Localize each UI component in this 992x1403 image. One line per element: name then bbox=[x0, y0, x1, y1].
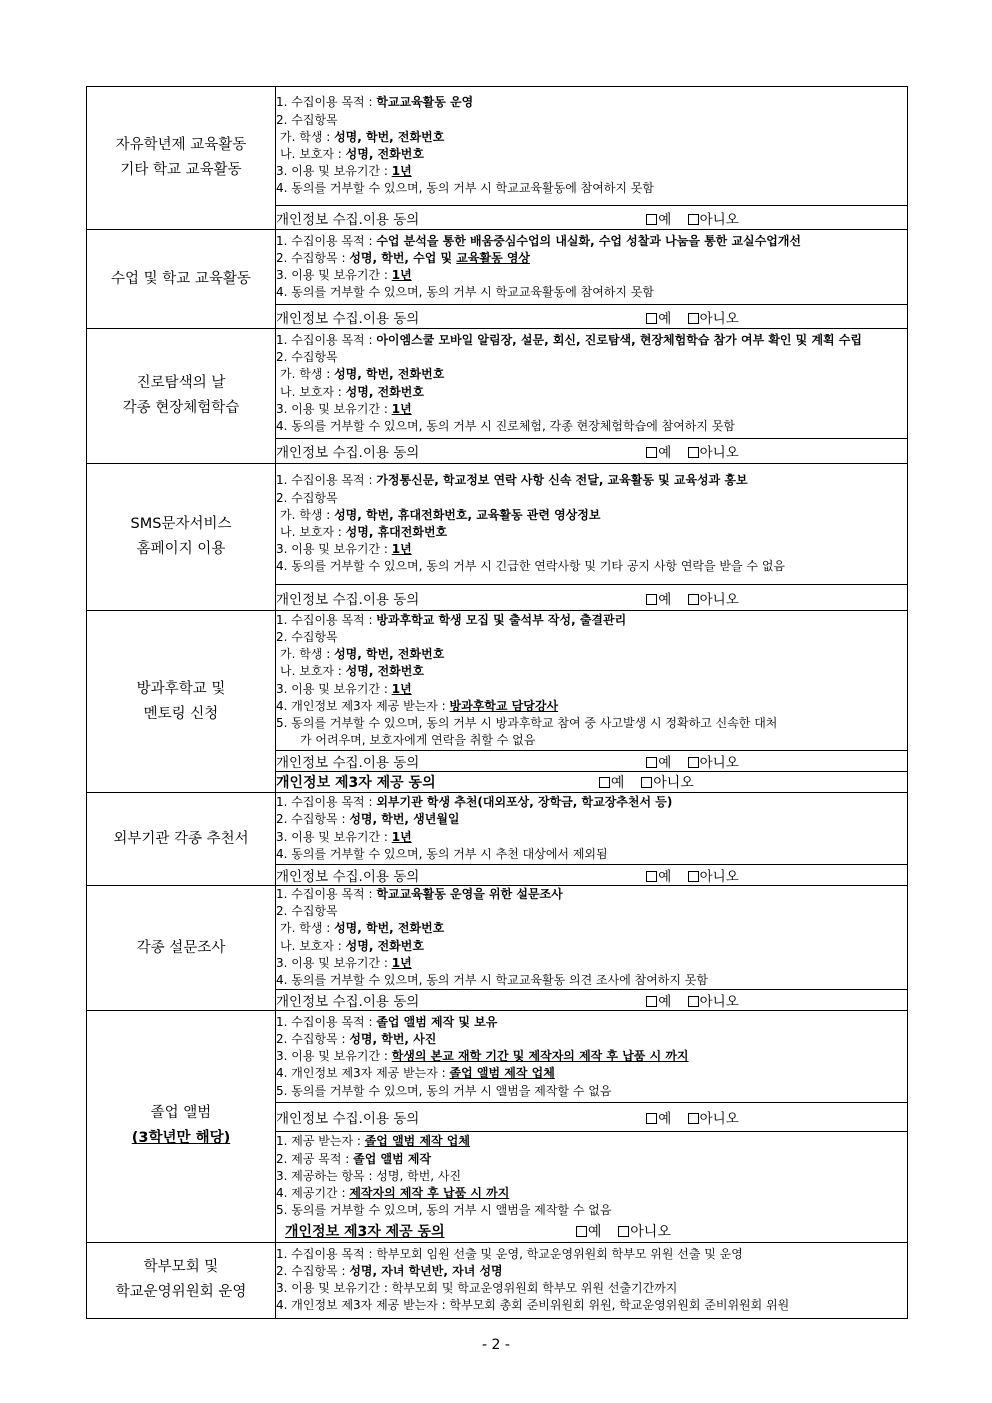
consent-row bbox=[276, 305, 908, 329]
consent-row bbox=[276, 206, 908, 230]
consent-label: 개인정보 수집.이용 동의 bbox=[276, 591, 420, 608]
category-label: SMS문자서비스 bbox=[130, 516, 232, 532]
checkbox-icon bbox=[688, 1113, 699, 1124]
no-checkbox[interactable]: 아니오 bbox=[688, 588, 739, 608]
category-label: 멘토링 신청 bbox=[143, 705, 219, 722]
consent-row bbox=[276, 865, 908, 886]
info-line: 가 어려우며, 보호자에게 연락을 취할 수 없음 bbox=[300, 733, 536, 748]
third-party-consent-row bbox=[276, 1221, 908, 1243]
info-cell bbox=[276, 611, 908, 751]
consent-label: 개인정보 수집.이용 동의 bbox=[276, 445, 420, 461]
info-line: 3. 이용 및 보유기간 : 1년 bbox=[276, 955, 412, 970]
category-cell bbox=[87, 886, 276, 1011]
info-line: 1. 제공 받는자 : 졸업 앨범 제작 업체 bbox=[276, 1134, 470, 1149]
no-checkbox[interactable]: 아니오 bbox=[688, 307, 739, 327]
yes-checkbox[interactable]: 예 bbox=[646, 307, 671, 327]
category-cell bbox=[87, 230, 276, 329]
info-cell bbox=[276, 1011, 908, 1103]
info-line: 3. 이용 및 보유기간 : 1년 bbox=[276, 401, 412, 416]
checkbox-icon bbox=[646, 594, 657, 605]
info-line: 1. 수집이용 목적 : 수업 분석을 통한 배움중심수업의 내실화, 수업 성찰과 나눔을 통한 교실수업개선 bbox=[276, 233, 802, 248]
info-line: 나. 보호자 : 성명, 전화번호 bbox=[280, 664, 424, 679]
info-line: 1. 수집이용 목적 : 외부기관 학생 추천(대외포상, 장학금, 학교장추천서 등) bbox=[276, 795, 673, 810]
checkbox-icon bbox=[618, 1226, 629, 1237]
category-cell bbox=[87, 793, 276, 886]
category-label: 자유학년제 교육활동 bbox=[115, 137, 247, 153]
category-cell bbox=[87, 611, 276, 793]
category-cell bbox=[87, 329, 276, 464]
category-label: 기타 학교 교육활동 bbox=[120, 162, 242, 178]
checkbox-icon bbox=[576, 1226, 587, 1237]
no-checkbox[interactable]: 아니오 bbox=[618, 1221, 671, 1241]
info-line: 가. 학생 : 성명, 학번, 휴대전화번호, 교육활동 관련 영상정보 bbox=[280, 507, 601, 522]
info-line: 1. 수집이용 목적 : 방과후학교 학생 모집 및 출석부 작성, 출결관리 bbox=[276, 612, 627, 627]
info-line: 5. 동의를 거부할 수 있으며, 동의 거부 시 방과후학교 참여 중 사고발생 시 정확하고 신속한 대처 bbox=[276, 715, 778, 730]
category-label: 진로탐색의 날 bbox=[136, 375, 226, 391]
info-line: 2. 수집항목 : 성명, 학번, 사진 bbox=[276, 1031, 437, 1046]
info-line: 4. 동의를 거부할 수 있으며, 동의 거부 시 학교교육활동 의견 조사에 참여하지 못함 bbox=[276, 973, 708, 988]
checkbox-icon bbox=[688, 447, 699, 458]
info-line: 3. 이용 및 보유기간 : 학부모회 및 학교운영위원회 학부모 위원 선출기간까지 bbox=[276, 1281, 678, 1296]
category-label: 수업 및 학교 교육활동 bbox=[111, 270, 251, 287]
info-line: 가. 학생 : 성명, 학번, 전화번호 bbox=[280, 921, 445, 936]
no-checkbox[interactable]: 아니오 bbox=[641, 772, 694, 792]
info-line: 1. 수집이용 목적 : 가정통신문, 학교정보 연락 사항 신속 전달, 교육활동 및 교육성과 홍보 bbox=[276, 473, 748, 488]
no-checkbox[interactable]: 아니오 bbox=[688, 1107, 739, 1127]
category-label: 각종 설문조사 bbox=[136, 939, 226, 956]
info-cell bbox=[276, 230, 908, 305]
checkbox-icon bbox=[646, 214, 657, 225]
consent-label: 개인정보 수집.이용 동의 bbox=[276, 1111, 420, 1128]
checkbox-icon bbox=[688, 594, 699, 605]
third-party-info-cell bbox=[276, 1132, 908, 1221]
checkbox-icon bbox=[688, 871, 699, 882]
info-line: 3. 이용 및 보유기간 : 학생의 본교 재학 기간 및 제작자의 제작 후 납품 시 까지 bbox=[276, 1049, 689, 1064]
info-line: 3. 제공하는 항목 : 성명, 학번, 사진 bbox=[276, 1168, 462, 1183]
checkbox-icon bbox=[646, 1113, 657, 1124]
info-line: 2. 수집항목 : 성명, 학번, 생년월일 bbox=[276, 812, 460, 827]
info-cell bbox=[276, 793, 908, 865]
checkbox-icon bbox=[646, 757, 657, 768]
consent-label: 개인정보 수집.이용 동의 bbox=[276, 211, 420, 228]
category-label: 학교운영위원회 운영 bbox=[115, 1284, 247, 1301]
category-label: 방과후학교 및 bbox=[136, 680, 226, 697]
info-line: 4. 동의를 거부할 수 있으며, 동의 거부 시 학교교육활동에 참여하지 못함 bbox=[276, 181, 654, 196]
no-checkbox[interactable]: 아니오 bbox=[688, 751, 739, 771]
category-label: (3학년만 해당) bbox=[131, 1130, 231, 1147]
consent-row bbox=[276, 439, 908, 464]
category-label: 학부모회 및 bbox=[143, 1259, 219, 1276]
info-line: 4. 동의를 거부할 수 있으며, 동의 거부 시 학교교육활동에 참여하지 못함 bbox=[276, 285, 654, 300]
info-cell bbox=[276, 1242, 908, 1318]
info-cell bbox=[276, 329, 908, 439]
info-line: 5. 동의를 거부할 수 있으며, 동의 거부 시 앨범을 제작할 수 없음 bbox=[276, 1083, 612, 1098]
info-line: 가. 학생 : 성명, 학번, 전화번호 bbox=[280, 367, 445, 382]
category-cell bbox=[87, 1242, 276, 1318]
info-line: 3. 이용 및 보유기간 : 1년 bbox=[276, 164, 412, 179]
info-line: 나. 보호자 : 성명, 전화번호 bbox=[280, 938, 424, 953]
info-line: 1. 수집이용 목적 : 졸업 앨범 제작 및 보유 bbox=[276, 1014, 498, 1029]
info-line: 1. 수집이용 목적 : 학교교육활동 운영 bbox=[276, 95, 474, 110]
info-line: 2. 수집항목 bbox=[276, 350, 338, 365]
category-cell bbox=[87, 464, 276, 611]
info-line: 4. 동의를 거부할 수 있으며, 동의 거부 시 긴급한 연락사항 및 기타 공지 사항 연락을 받을 수 없음 bbox=[276, 559, 786, 574]
info-line: 1. 수집이용 목적 : 아이엠스쿨 모바일 알림장, 설문, 회신, 진로탐색, 현장체험학습 참가 여부 확인 및 계획 수립 bbox=[276, 332, 862, 347]
no-checkbox[interactable]: 아니오 bbox=[688, 441, 739, 461]
consent-form-table bbox=[86, 86, 908, 1319]
info-line: 4. 개인정보 제3자 제공 받는자 : 졸업 앨범 제작 업체 bbox=[276, 1066, 555, 1081]
info-line: 3. 이용 및 보유기간 : 1년 bbox=[276, 681, 412, 696]
info-line: 3. 이용 및 보유기간 : 1년 bbox=[276, 829, 412, 844]
consent-label: 개인정보 수집.이용 동의 bbox=[276, 869, 420, 885]
checkbox-icon bbox=[646, 313, 657, 324]
category-cell bbox=[87, 87, 276, 230]
info-line: 가. 학생 : 성명, 학번, 전화번호 bbox=[280, 129, 445, 144]
third-party-label: 개인정보 제3자 제공 동의 bbox=[285, 1224, 445, 1241]
yes-checkbox[interactable]: 예 bbox=[646, 208, 671, 228]
checkbox-icon bbox=[646, 447, 657, 458]
category-cell bbox=[87, 1011, 276, 1243]
checkbox-icon bbox=[688, 214, 699, 225]
info-line: 2. 제공 목적 : 졸업 앨범 제작 bbox=[276, 1151, 432, 1166]
page-number: - 2 - bbox=[482, 1337, 510, 1353]
category-label: 외부기관 각종 추천서 bbox=[113, 830, 249, 847]
consent-label: 개인정보 수집.이용 동의 bbox=[276, 755, 420, 771]
info-line: 4. 동의를 거부할 수 있으며, 동의 거부 시 진로체험, 각종 현장체험학습에 참여하지 못함 bbox=[276, 418, 735, 433]
info-line: 4. 개인정보 제3자 제공 받는자 : 방과후학교 담당강사 bbox=[276, 698, 559, 713]
info-line: 2. 수집항목 bbox=[276, 112, 338, 127]
info-cell bbox=[276, 87, 908, 206]
consent-row bbox=[276, 751, 908, 772]
info-line: 3. 이용 및 보유기간 : 1년 bbox=[276, 268, 412, 282]
consent-row bbox=[276, 990, 908, 1011]
info-line: 나. 보호자 : 성명, 전화번호 bbox=[280, 147, 424, 161]
info-line: 5. 동의를 거부할 수 있으며, 동의 거부 시 앨범을 제작할 수 없음 bbox=[276, 1203, 612, 1218]
no-checkbox[interactable]: 아니오 bbox=[688, 208, 739, 228]
category-label: 졸업 앨범 bbox=[150, 1105, 212, 1122]
info-line: 1. 수집이용 목적 : 학교교육활동 운영을 위한 설문조사 bbox=[276, 887, 563, 901]
info-line: 2. 수집항목 bbox=[276, 904, 338, 919]
yes-checkbox[interactable]: 예 bbox=[646, 1107, 671, 1127]
category-label: 홈페이지 이용 bbox=[136, 541, 226, 557]
category-label: 각종 현장체험학습 bbox=[122, 400, 240, 416]
info-line: 나. 보호자 : 성명, 전화번호 bbox=[280, 384, 424, 399]
info-line: 2. 수집항목 : 성명, 학번, 수업 및 교육활동 영상 bbox=[276, 250, 531, 265]
consent-label: 개인정보 수집.이용 동의 bbox=[276, 310, 420, 327]
yes-checkbox[interactable]: 예 bbox=[599, 772, 625, 792]
third-party-label: 개인정보 제3자 제공 동의 bbox=[276, 775, 436, 791]
info-line: 4. 제공기간 : 제작자의 제작 후 납품 시 까지 bbox=[276, 1186, 510, 1201]
info-line: 나. 보호자 : 성명, 휴대전화번호 bbox=[280, 525, 448, 539]
checkbox-icon bbox=[641, 777, 652, 788]
info-cell bbox=[276, 464, 908, 585]
checkbox-icon bbox=[688, 996, 699, 1007]
no-checkbox[interactable]: 아니오 bbox=[688, 990, 739, 1010]
yes-checkbox[interactable]: 예 bbox=[576, 1221, 602, 1241]
yes-checkbox[interactable]: 예 bbox=[646, 865, 671, 885]
info-line: 3. 이용 및 보유기간 : 1년 bbox=[276, 542, 412, 557]
info-line: 가. 학생 : 성명, 학번, 전화번호 bbox=[280, 647, 445, 662]
checkbox-icon bbox=[688, 313, 699, 324]
info-line: 2. 수집항목 : 성명, 자녀 학년반, 자녀 성명 bbox=[276, 1264, 503, 1279]
yes-checkbox[interactable]: 예 bbox=[646, 990, 671, 1010]
consent-row bbox=[276, 1103, 908, 1132]
no-checkbox[interactable]: 아니오 bbox=[688, 865, 739, 885]
checkbox-icon bbox=[688, 757, 699, 768]
yes-checkbox[interactable]: 예 bbox=[646, 441, 671, 461]
info-line: 2. 수집항목 bbox=[276, 629, 338, 644]
consent-label: 개인정보 수집.이용 동의 bbox=[276, 994, 420, 1011]
info-line: 1. 수집이용 목적 : 학부모회 임원 선출 및 운영, 학교운영위원회 학부모 위원 선출 및 운영 bbox=[276, 1246, 743, 1261]
checkbox-icon bbox=[646, 996, 657, 1007]
checkbox-icon bbox=[599, 777, 610, 788]
yes-checkbox[interactable]: 예 bbox=[646, 751, 671, 771]
yes-checkbox[interactable]: 예 bbox=[646, 588, 671, 608]
third-party-consent-row bbox=[276, 772, 908, 793]
info-line: 4. 개인정보 제3자 제공 받는자 : 학부모회 총회 준비위원회 위원, 학교운영위원회 준비위원회 위원 bbox=[276, 1298, 790, 1313]
info-cell bbox=[276, 886, 908, 990]
info-line: 2. 수집항목 bbox=[276, 490, 338, 505]
consent-row bbox=[276, 585, 908, 611]
info-line: 4. 동의를 거부할 수 있으며, 동의 거부 시 추천 대상에서 제외됨 bbox=[276, 846, 608, 861]
checkbox-icon bbox=[646, 871, 657, 882]
